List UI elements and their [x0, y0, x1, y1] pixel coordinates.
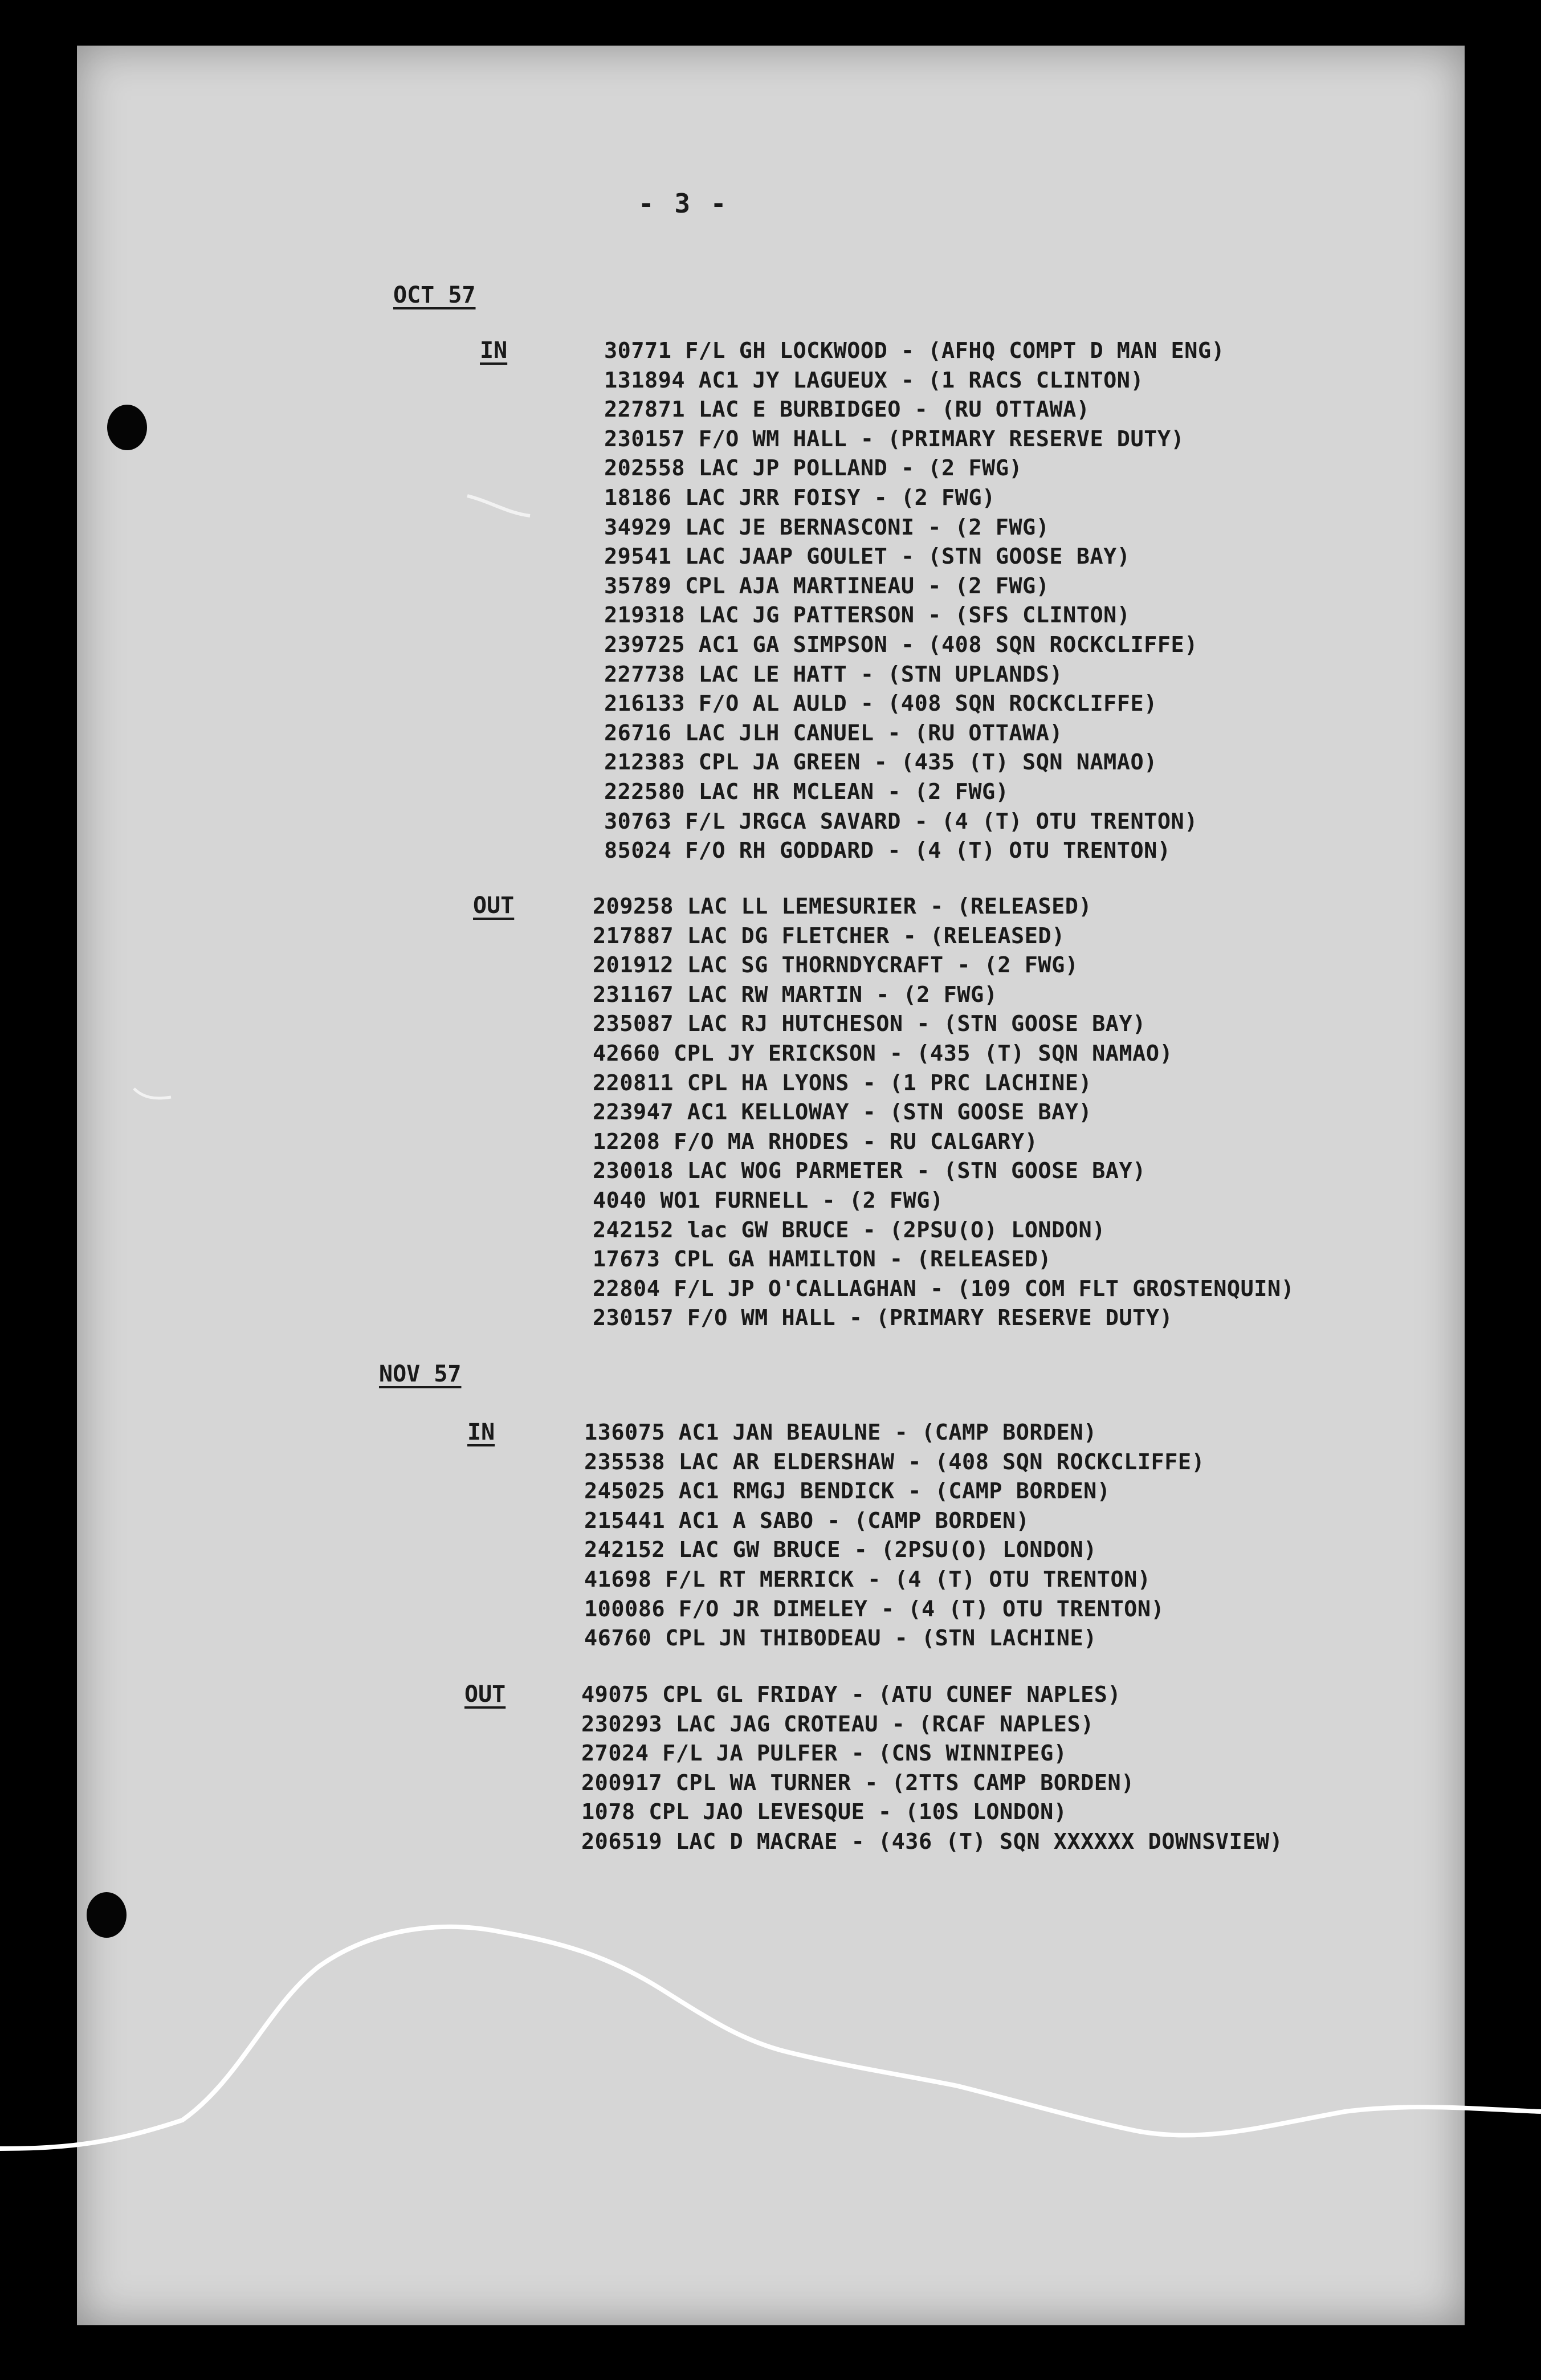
list-item: 239725 AC1 GA SIMPSON - (408 SQN ROCKCLIFFE) [604, 631, 1198, 658]
list-item: 209258 LAC LL LEMESURIER - (RELEASED) [593, 894, 1092, 919]
list-item: 215441 AC1 A SABO - (CAMP BORDEN) [584, 1507, 1030, 1534]
list-item: 230157 F/O WM HALL - (PRIMARY RESERVE DUTY) [593, 1305, 1173, 1331]
list-item: 242152 LAC GW BRUCE - (2PSU(O) LONDON) [584, 1537, 1097, 1563]
list-item: 227871 LAC E BURBIDGEO - (RU OTTAWA) [604, 397, 1090, 423]
list-item: 220811 CPL HA LYONS - (1 PRC LACHINE) [593, 1070, 1092, 1096]
list-item: 1078 CPL JAO LEVESQUE - (10S LONDON) [581, 1799, 1067, 1825]
list-item: 212383 CPL JA GREEN - (435 (T) SQN NAMAO) [604, 749, 1157, 776]
out-label-oct: OUT [473, 892, 515, 919]
list-item: 206519 LAC D MACRAE - (436 (T) SQN XXXXXX DOWNSVIEW) [581, 1828, 1283, 1855]
list-item: 245025 AC1 RMGJ BENDICK - (CAMP BORDEN) [584, 1478, 1111, 1505]
list-item: 231167 LAC RW MARTIN - (2 FWG) [593, 981, 998, 1008]
list-item: 227738 LAC LE HATT - (STN UPLANDS) [604, 661, 1063, 687]
list-item: 30763 F/L JRGCA SAVARD - (4 (T) OTU TRENTON) [604, 808, 1198, 834]
list-item: 219318 LAC JG PATTERSON - (SFS CLINTON) [604, 602, 1131, 629]
list-item: 202558 LAC JP POLLAND - (2 FWG) [604, 455, 1023, 482]
in-label-oct: IN [480, 337, 508, 364]
list-item: 222580 LAC HR MCLEAN - (2 FWG) [604, 779, 1009, 805]
list-item: 216133 F/O AL AULD - (408 SQN ROCKCLIFFE) [604, 691, 1157, 717]
in-list-nov [584, 1418, 1205, 1653]
list-item: 4040 WO1 FURNELL - (2 FWG) [593, 1187, 944, 1213]
in-list-oct [604, 336, 1225, 866]
month-heading-oct: OCT 57 [393, 282, 476, 308]
list-item: 27024 F/L JA PULFER - (CNS WINNIPEG) [581, 1741, 1067, 1767]
list-item: 131894 AC1 JY LAGUEUX - (1 RACS CLINTON) [604, 367, 1144, 393]
list-item: 46760 CPL JN THIBODEAU - (STN LACHINE) [584, 1625, 1097, 1652]
list-item: 41698 F/L RT MERRICK - (4 (T) OTU TRENTON) [584, 1566, 1151, 1592]
out-list-nov [581, 1680, 1283, 1857]
out-label-nov: OUT [464, 1681, 506, 1707]
list-item: 100086 F/O JR DIMELEY - (4 (T) OTU TRENTON) [584, 1596, 1165, 1622]
list-item: 17673 CPL GA HAMILTON - (RELEASED) [593, 1246, 1052, 1273]
list-item: 223947 AC1 KELLOWAY - (STN GOOSE BAY) [593, 1099, 1092, 1126]
list-item: 49075 CPL GL FRIDAY - (ATU CUNEF NAPLES) [581, 1682, 1122, 1707]
list-item: 235538 LAC AR ELDERSHAW - (408 SQN ROCKCLIFFE) [584, 1449, 1205, 1475]
list-item: 85024 F/O RH GODDARD - (4 (T) OTU TRENTON) [604, 838, 1171, 864]
list-item: 18186 LAC JRR FOISY - (2 FWG) [604, 484, 996, 511]
list-item: 26716 LAC JLH CANUEL - (RU OTTAWA) [604, 720, 1063, 746]
list-item: 42660 CPL JY ERICKSON - (435 (T) SQN NAMAO) [593, 1040, 1173, 1066]
list-item: 230157 F/O WM HALL - (PRIMARY RESERVE DUTY) [604, 426, 1185, 452]
list-item: 201912 LAC SG THORNDYCRAFT - (2 FWG) [593, 952, 1079, 979]
list-item: 34929 LAC JE BERNASCONI - (2 FWG) [604, 514, 1050, 540]
month-heading-nov: NOV 57 [379, 1361, 462, 1387]
out-list-oct [593, 892, 1294, 1333]
list-item: 12208 F/O MA RHODES - RU CALGARY) [593, 1128, 1038, 1155]
list-item: 230018 LAC WOG PARMETER - (STN GOOSE BAY) [593, 1158, 1146, 1184]
page-number: - 3 - [638, 188, 729, 219]
in-label-nov: IN [467, 1419, 495, 1445]
list-item: 35789 CPL AJA MARTINEAU - (2 FWG) [604, 573, 1050, 599]
list-item: 200917 CPL WA TURNER - (2TTS CAMP BORDEN) [581, 1770, 1135, 1796]
list-item: 217887 LAC DG FLETCHER - (RELEASED) [593, 923, 1065, 949]
list-item: 136075 AC1 JAN BEAULNE - (CAMP BORDEN) [584, 1420, 1097, 1445]
list-item: 235087 LAC RJ HUTCHESON - (STN GOOSE BAY) [593, 1011, 1146, 1037]
list-item: 22804 F/L JP O'CALLAGHAN - (109 COM FLT GROSTENQUIN) [593, 1275, 1295, 1302]
list-item: 242152 lac GW BRUCE - (2PSU(O) LONDON) [593, 1217, 1106, 1243]
list-item: 230293 LAC JAG CROTEAU - (RCAF NAPLES) [581, 1711, 1094, 1737]
list-item: 29541 LAC JAAP GOULET - (STN GOOSE BAY) [604, 544, 1131, 570]
list-item: 30771 F/L GH LOCKWOOD - (AFHQ COMPT D MAN ENG) [604, 338, 1225, 364]
